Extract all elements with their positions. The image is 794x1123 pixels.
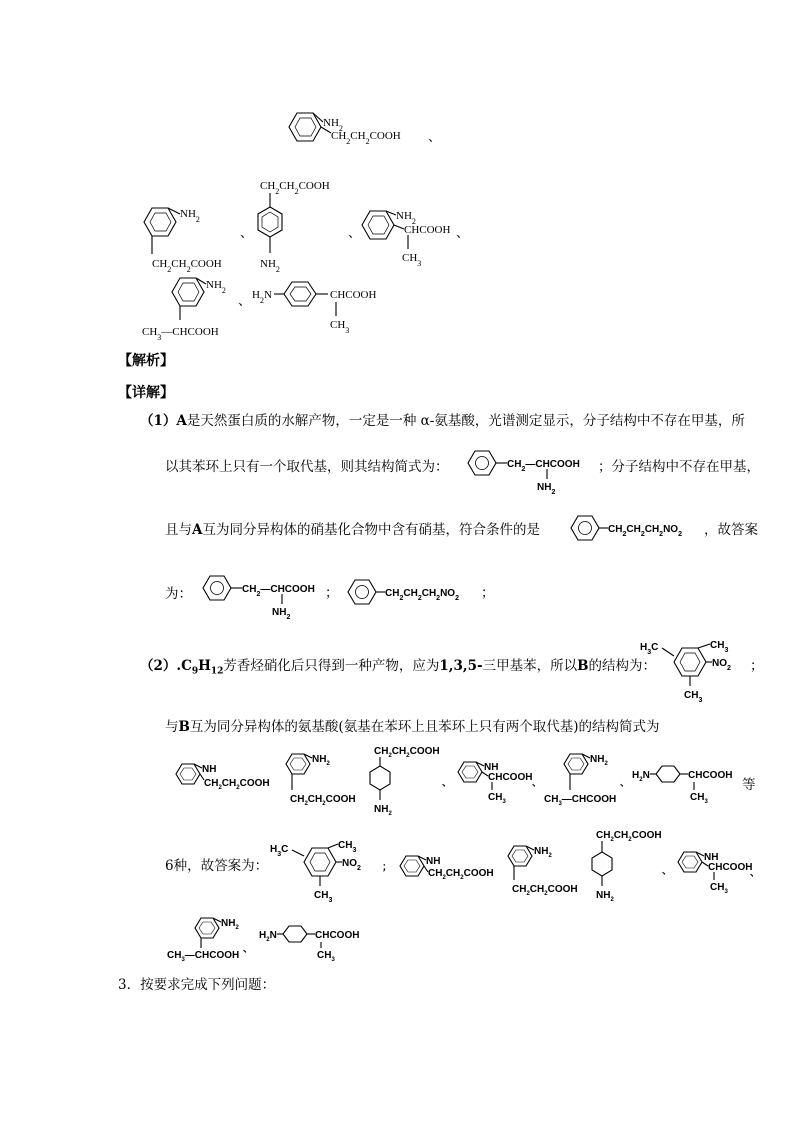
para1-line3-end: ，故答案 (704, 522, 758, 538)
svg-text:CH3: $CH_3$ (710, 882, 728, 895)
svg-text:CH3: $CH_3$ (710, 640, 729, 654)
svg-text:CH2CH2COOH: $CH_2CH_2COOH$ (260, 180, 330, 196)
svg-text:CHCOOH: CHCOOH (315, 930, 360, 941)
svg-text:NO2: $NO_2$ (712, 658, 731, 672)
structure-nitro-compound (568, 512, 708, 552)
answer-row3-structures (165, 912, 385, 962)
svg-text:NH2: $NH_2$ (272, 607, 291, 621)
svg-text:CHCOOH: CHCOOH (404, 224, 451, 236)
structure-nitro-answer (345, 576, 485, 616)
svg-text:NH2: $NH_2$ (537, 482, 556, 496)
structure-formula-5 (140, 272, 250, 342)
separator: ； (481, 585, 495, 601)
svg-text:CH3—CHCOOH: $CH_3—CHCOOH$ (544, 794, 617, 807)
svg-text:CH3: $CH_3$ (684, 690, 703, 704)
svg-text:H3C: $H_3C$ (270, 844, 289, 858)
svg-text:、: 、 (620, 778, 630, 789)
svg-text:H2N: $H_2N$ (259, 930, 277, 943)
svg-text:CH3—CHCOOH: $CH_3—CHCOOH$ (167, 950, 240, 963)
svg-text:NH2: $NH_2$ (396, 210, 416, 226)
f1-nh: $NH_2$ (323, 117, 343, 133)
para2-line2: 与B互为同分异构体的氨基酸(氨基在苯环上且苯环上只有两个取代基)的结构简式为 (165, 719, 660, 735)
structure-formula-2 (140, 200, 250, 275)
svg-text:NH2: $NH_2$ (180, 208, 200, 224)
para2-line4: 6种，故答案为： (165, 858, 269, 874)
svg-text:NH2: $NH_2$ (596, 890, 614, 903)
svg-text:NH2: $NH_2$ (312, 754, 330, 767)
para1-line4: 为： (165, 586, 192, 602)
svg-text:NH: NH (704, 852, 719, 863)
svg-text:CH3: $CH_3$ (488, 792, 506, 805)
question-3: 3．按要求完成下列问题： (118, 977, 276, 993)
svg-text:CH2CH2COOH: $CH_2CH_2COOH$ (204, 778, 270, 791)
svg-text:H3C: $H_3C$ (640, 642, 659, 656)
svg-text:NH: NH (426, 856, 441, 867)
svg-text:CHCOOH: CHCOOH (708, 862, 753, 873)
para1-line1: （1）A是天然蛋白质的水解产物，一定是一种 α-氨基酸，光谱测定显示，分子结构中不存在甲基，所 (140, 413, 745, 429)
analysis-heading: 【解析】 (118, 353, 174, 369)
svg-text:CH2CH2COOH: $CH_2CH_2COOH$ (428, 868, 494, 881)
svg-text:、: 、 (750, 868, 760, 879)
svg-text:NH2: $NH_2$ (374, 804, 392, 817)
structure-formula-4 (358, 203, 468, 268)
svg-text:CH2CH2CH2NO2: $CH_2CH_2CH_2NO_2$ (385, 588, 459, 602)
svg-text:、: 、 (662, 866, 672, 877)
structure-formula-6 (252, 280, 402, 340)
separator: 、 (428, 130, 442, 145)
para2-line1: $(2).C_9H_{12}$芳香烃硝化后只得到一种产物，应为1,3,5-三甲基苯，所以B的结构为： (140, 658, 657, 677)
svg-text:NH2: $NH_2$ (260, 258, 280, 274)
svg-text:CHCOOH: CHCOOH (488, 772, 533, 783)
svg-text:CHCOOH: CHCOOH (688, 770, 733, 781)
svg-text:CH2—CHCOOH: $CH_2—CHCOOH$ (507, 459, 580, 473)
svg-text:CH3: $CH_3$ (314, 890, 333, 904)
svg-text:CH3: $CH_3$ (330, 319, 350, 335)
svg-text:CH3: $CH_3$ (690, 792, 708, 805)
para1-line2: 以其苯环上只有一个取代基，则其结构简式为： (165, 459, 449, 475)
para2-line3-end: 等 (742, 777, 756, 793)
svg-text:NH: NH (202, 764, 217, 775)
svg-text:CH3—CHCOOH: $CH_3—CHCOOH$ (142, 326, 219, 342)
detail-heading: 【详解】 (118, 385, 174, 401)
svg-text:H2N: $H_2N$ (252, 289, 272, 305)
structure-amino-acid-answer (200, 570, 330, 620)
svg-text:NH2: $NH_2$ (534, 846, 552, 859)
separator: 、 (348, 226, 362, 241)
svg-text:、: 、 (442, 778, 452, 789)
svg-text:NO2: $NO_2$ (342, 858, 361, 872)
svg-text:CH2CH2COOH: $CH_2CH_2COOH$ (512, 884, 578, 897)
svg-text:NH: NH (484, 762, 499, 773)
answer-row2-structures (268, 830, 768, 910)
svg-text:、: 、 (532, 778, 542, 789)
svg-text:NH2: $NH_2$ (221, 918, 239, 931)
svg-text:CH3: $CH_3$ (338, 840, 357, 854)
svg-text:CHCOOH: CHCOOH (330, 289, 377, 301)
structure-amino-acid-a (465, 445, 595, 495)
svg-text:CH2CH2COOH: $CH_2CH_2COOH$ (374, 746, 440, 759)
svg-text:CH2—CHCOOH: $CH_2—CHCOOH$ (242, 584, 315, 598)
para1-line3: 且与A互为同分异构体的硝基化合物中含有硝基，符合条件的是 (165, 522, 540, 538)
svg-text:CH2CH2COOH: $CH_2CH_2COOH$ (596, 830, 662, 843)
svg-text:、: 、 (243, 944, 253, 955)
separator: ； (750, 658, 764, 674)
separator: 、 (240, 226, 254, 241)
svg-text:；: ； (382, 862, 392, 873)
structure-formula-3 (250, 175, 360, 275)
svg-text:CH3: $CH_3$ (317, 950, 335, 963)
svg-text:CH2CH2COOH: $CH_2CH_2COOH$ (290, 794, 356, 807)
f1-chain: $CH_2CH_2COOH$ (331, 130, 401, 146)
svg-text:NH2: $NH_2$ (590, 754, 608, 767)
svg-text:NH2: $NH_2$ (206, 279, 226, 295)
separator: ； (325, 585, 339, 601)
svg-text:CH3: $CH_3$ (402, 252, 422, 268)
answer-row-structures (160, 742, 740, 817)
svg-text:CH2CH2CH2NO2: $CH_2CH_2CH_2NO_2$ (608, 524, 682, 538)
svg-text:H2N: $H_2N$ (632, 770, 650, 783)
separator: 、 (238, 294, 252, 309)
structure-trimethyl-nitrobenzene (638, 636, 748, 706)
para1-line2-end: ；分子结构中不存在甲基， (598, 459, 760, 475)
separator: 、 (456, 226, 470, 241)
svg-text:CH2CH2COOH: $CH_2CH_2COOH$ (152, 258, 222, 274)
